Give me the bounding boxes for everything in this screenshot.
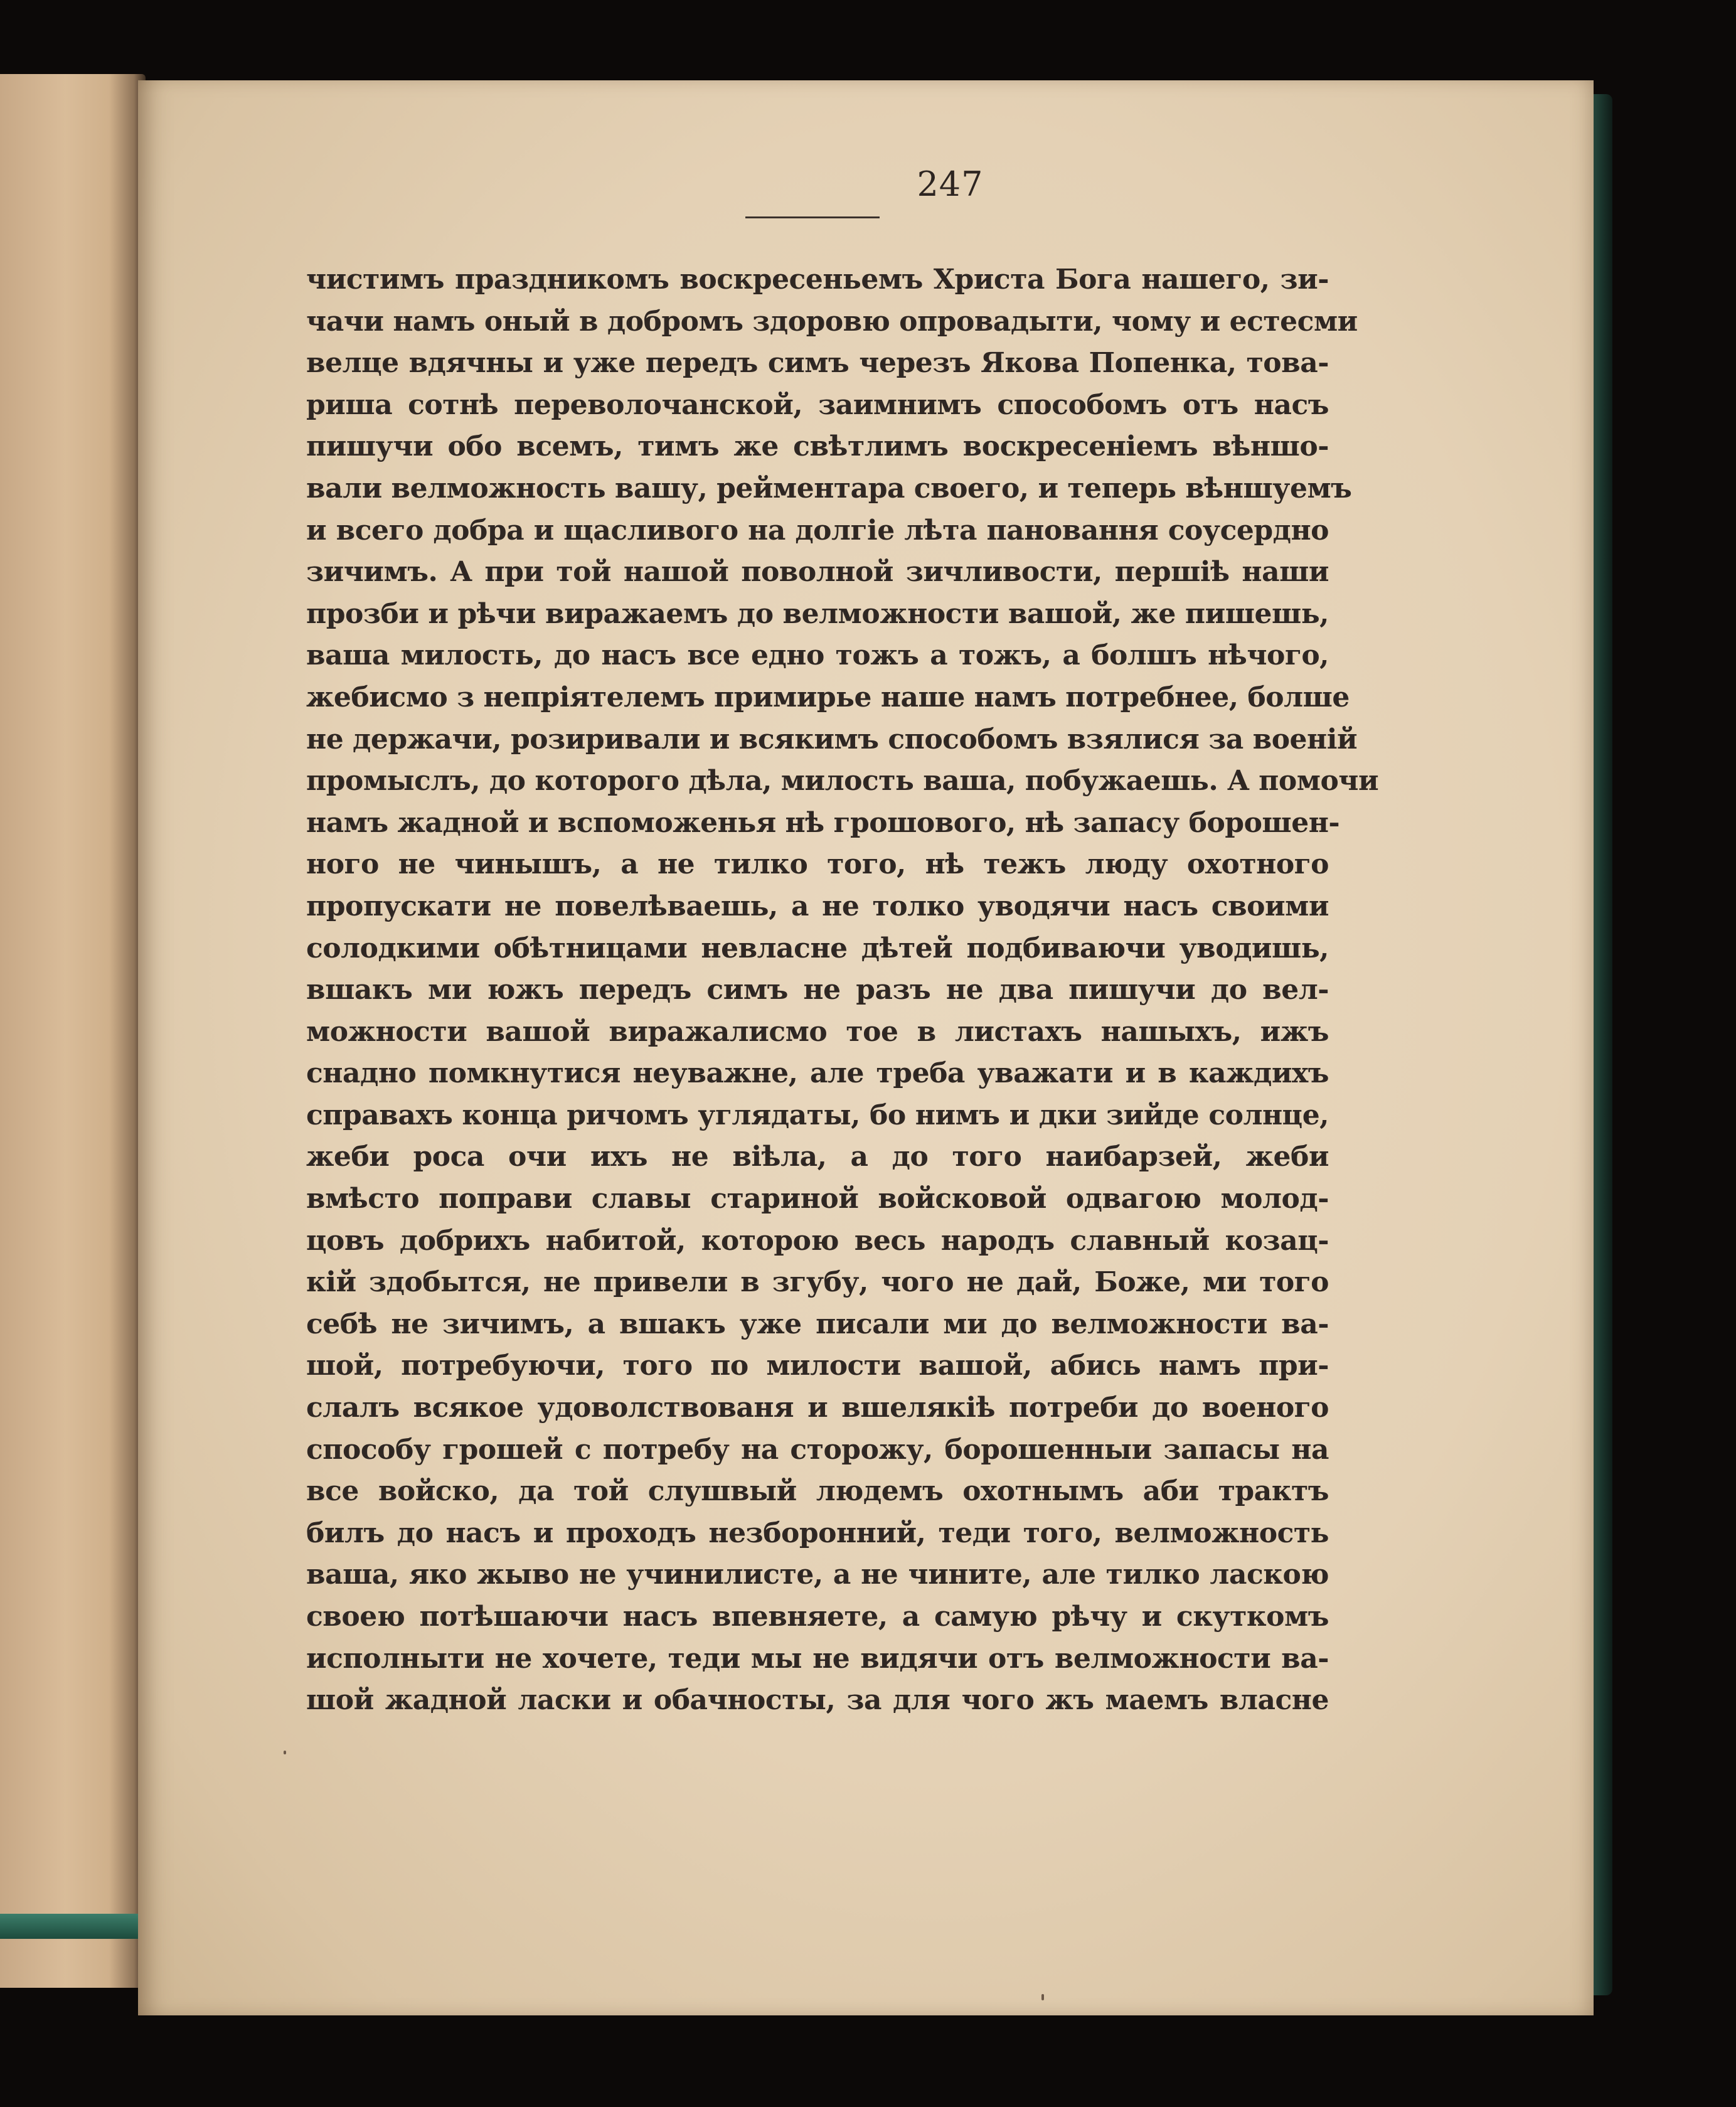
text-line: промыслъ, до которого дѣла, милость ваша, побужаешь. А помочи [306,765,1379,797]
text-line: намъ жадной и вспоможенья нѣ грошового, нѣ запасу борошен- [306,806,1340,839]
text-line: солодкими обѣтницами невласне дѣтей подбиваючи уводишь, [306,932,1329,964]
body-text [306,259,1379,1722]
text-line: зичимъ. А при той нашой поволной зичливости, першiѣ наши [306,556,1329,589]
text-line: ного не чинышъ, а не тилко того, нѣ тежъ люду охотного [306,848,1329,881]
text-line: все войско, да той слушвый людемъ охотнымъ аби трактъ [306,1475,1329,1508]
left-page-edge [0,1914,138,1939]
text-line: билъ до насъ и проходъ незборонний, теди того, велможность [306,1517,1329,1549]
text-line: чистимъ праздникомъ воскресеньемъ Христа Бога нашего, зи- [306,264,1329,296]
text-line: чачи намъ оный в добромъ здоровю опровадыти, чому и естесми [306,305,1358,338]
text-line: жеби роса очи ихъ не вiѣла, а до того наибарзей, жеби [306,1141,1329,1173]
text-line: жебисмо з непрiятелемъ примирье наше намъ потребнее, болше [306,681,1350,713]
text-line: снадно помкнутися неуважне, але треба уважати и в каждихъ [306,1057,1329,1090]
text-line: цовъ добрихъ набитой, которою весь народъ славный козац- [306,1224,1329,1257]
text-line: способу грошей с потребу на сторожу, борошенныи запасы на [306,1433,1329,1466]
text-line: себѣ не зичимъ, а вшакъ уже писали ми до велможности ва- [306,1308,1329,1340]
text-line: исполныти не хочете, теди мы не видячи отъ велможности ва- [306,1642,1329,1675]
text-line: и всего добра и щасливого на долгiе лѣта пановання соусердно [306,514,1329,547]
text-line: слалъ всякое удоволствованя и вшелякiѣ потреби до военого [306,1392,1329,1424]
text-line: не держачи, розиривали и всякимъ способомъ взялися за военiй [306,723,1358,755]
text-line: своею потѣшаючи насъ впевняете, а самую рѣчу и скуткомъ [306,1601,1329,1633]
text-line: шой, потребуючи, того по милости вашой, абись намъ при- [306,1350,1329,1382]
text-line: велце вдячны и уже передъ симъ черезъ Якова Попенка, това- [306,347,1329,380]
text-line: шой жадной ласки и обачносты, за для чого жъ маемъ власне [306,1684,1329,1717]
text-line: прозби и рѣчи виражаемъ до велможности вашой, же пишешь, [306,597,1329,630]
page-number-rule [745,216,880,218]
paper-speck [284,1751,286,1754]
text-line: риша сотнѣ переволочанской, заимнимъ способомъ отъ насъ [306,388,1329,421]
text-line: можности вашой виражалисмо тое в листахъ нашыхъ, ижъ [306,1015,1329,1048]
text-line: кiй здобытся, не привели в згубу, чого не дай, Боже, ми того [306,1266,1329,1299]
text-line: ваша милость, до насъ все едно тожъ а тожъ, а болшъ нѣчого, [306,639,1329,672]
text-line: пропускати не повелѣваешь, а не толко уводячи насъ своими [306,890,1329,922]
paper-speck [1041,1994,1044,2000]
text-line: вшакъ ми южъ передъ симъ не разъ не два пишучи до вел- [306,974,1329,1006]
text-line: вмѣсто поправи славы стариной войсковой одвагою молод- [306,1183,1329,1215]
text-line: ваша, яко жыво не учинилисте, а не чините, але тилко ласкою [306,1559,1329,1591]
page-number-text: 247 [917,164,984,204]
text-line: справахъ конца ричомъ углядаты, бо нимъ и дки зийде солнце, [306,1099,1329,1131]
text-line: пишучи обо всемъ, тимъ же свѣтлимъ воскресенiемъ вѣншо- [306,430,1329,463]
text-line: вали велможность вашу, рейментара своего, и теперь вѣншуемъ [306,472,1352,504]
page-number [0,164,1736,204]
left-facing-page [0,74,146,1988]
